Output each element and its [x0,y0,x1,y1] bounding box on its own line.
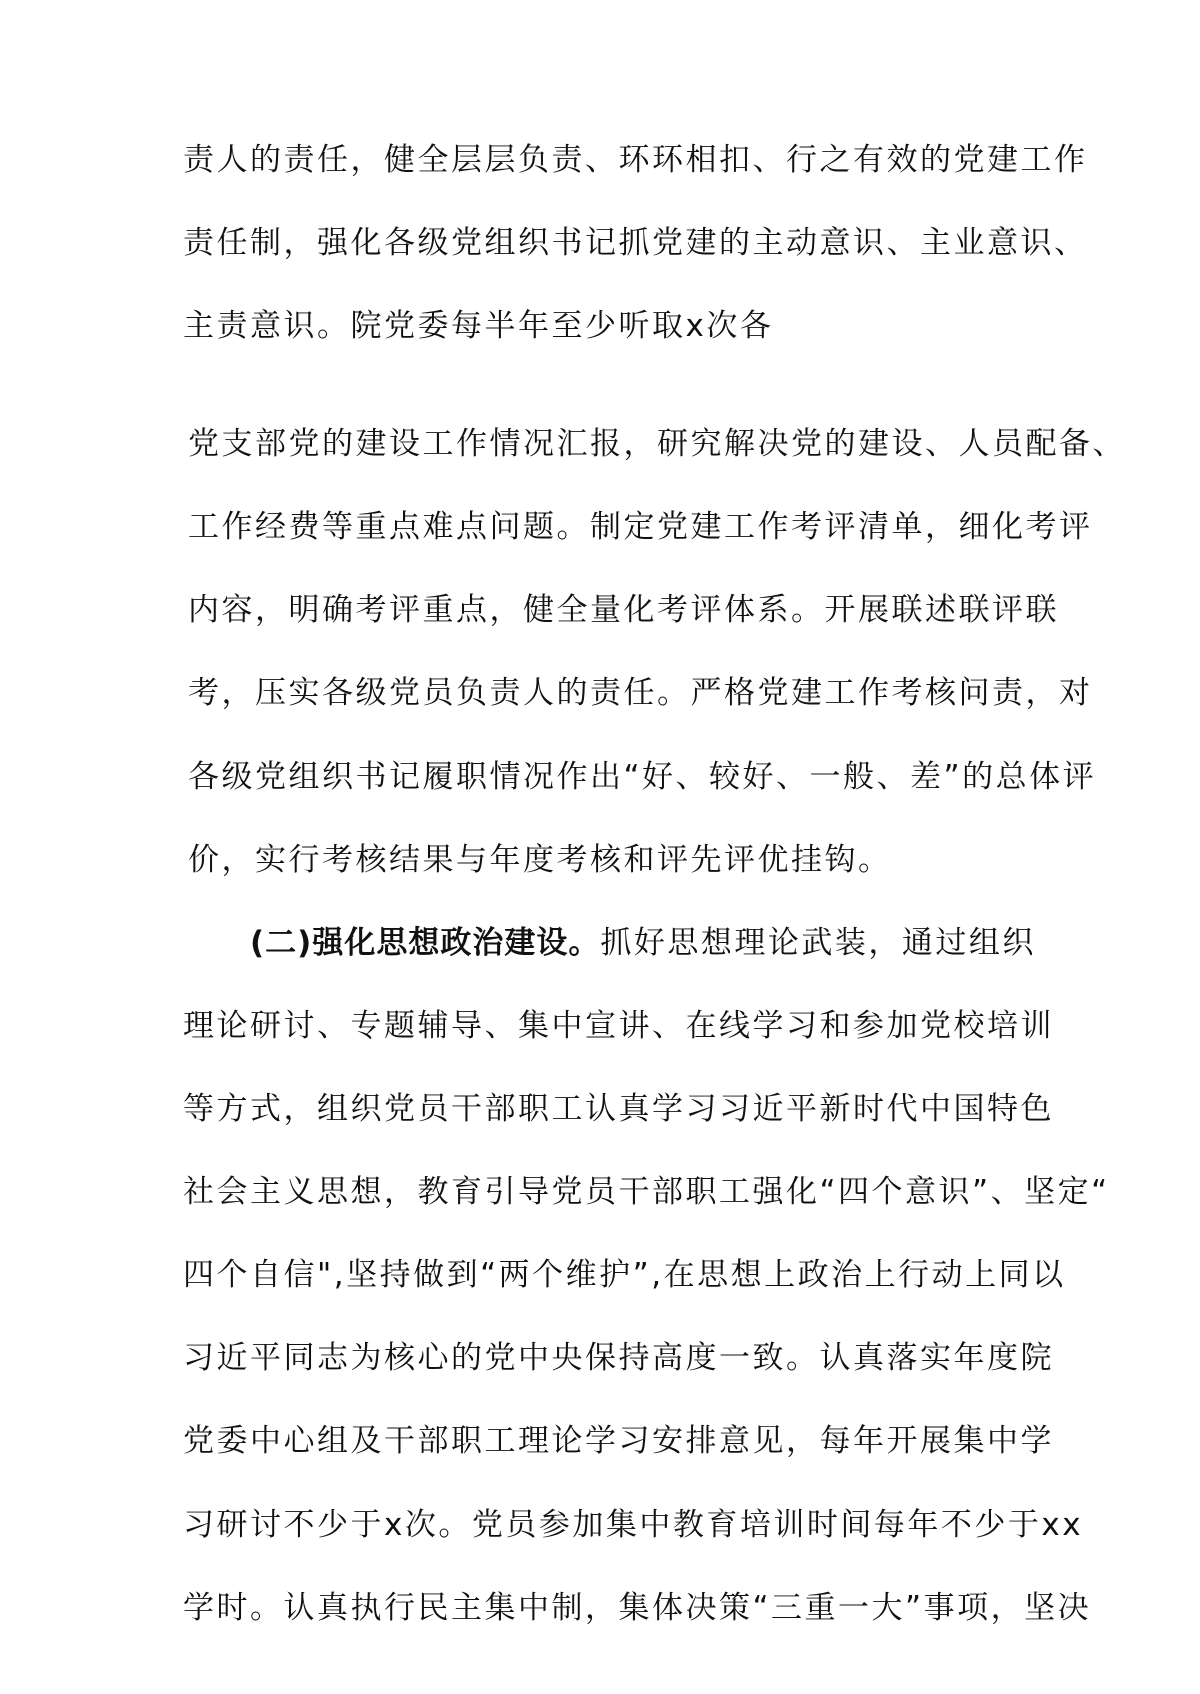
section-heading-text: 抓好思想理论武装，通过组织 [600,925,1036,961]
text-line: 社会主义思想，教育引导党员干部职工强化“四个意识”、坚定“ [183,1174,1110,1210]
text-line: 责人的责任，健全层层负责、环环相扣、行之有效的党建工作 [183,142,1088,178]
text-line: 习近平同志为核心的党中央保持高度一致。认真落实年度院 [183,1340,1054,1376]
text-line: 党支部党的建设工作情况汇报，研究解决党的建设、人员配备、 [188,426,1126,462]
text-line: 学时。认真执行民主集中制，集体决策“三重一大”事项，坚决 [183,1590,1092,1626]
text-line: 四个自信",坚持做到“两个维护”,在思想上政治上行动上同以 [183,1257,1066,1293]
section-heading-title: (二)强化思想政治建设。 [250,925,601,961]
text-line: 各级党组织书记履职情况作出“好、较好、一般、差”的总体评 [188,759,1097,795]
text-line: 理论研讨、专题辅导、集中宣讲、在线学习和参加党校培训 [183,1008,1054,1044]
text-line: 考，压实各级党员负责人的责任。严格党建工作考核问责，对 [188,675,1093,711]
text-line: 价，实行考核结果与年度考核和评先评优挂钩。 [188,842,892,878]
text-line: 内容，明确考评重点，健全量化考评体系。开展联述联评联 [188,592,1059,628]
text-line: 工作经费等重点难点问题。制定党建工作考评清单，细化考评 [188,509,1093,545]
text-line: 习研讨不少于x次。党员参加集中教育培训时间每年不少于xx [183,1507,1084,1543]
text-line: 责任制，强化各级党组织书记抓党建的主动意识、主业意识、 [183,225,1088,261]
text-line: 主责意识。院党委每半年至少听取x次各 [183,308,774,344]
text-line: 党委中心组及干部职工理论学习安排意见，每年开展集中学 [183,1423,1054,1459]
section-heading [250,923,1036,963]
text-line: 等方式，组织党员干部职工认真学习习近平新时代中国特色 [183,1091,1054,1127]
